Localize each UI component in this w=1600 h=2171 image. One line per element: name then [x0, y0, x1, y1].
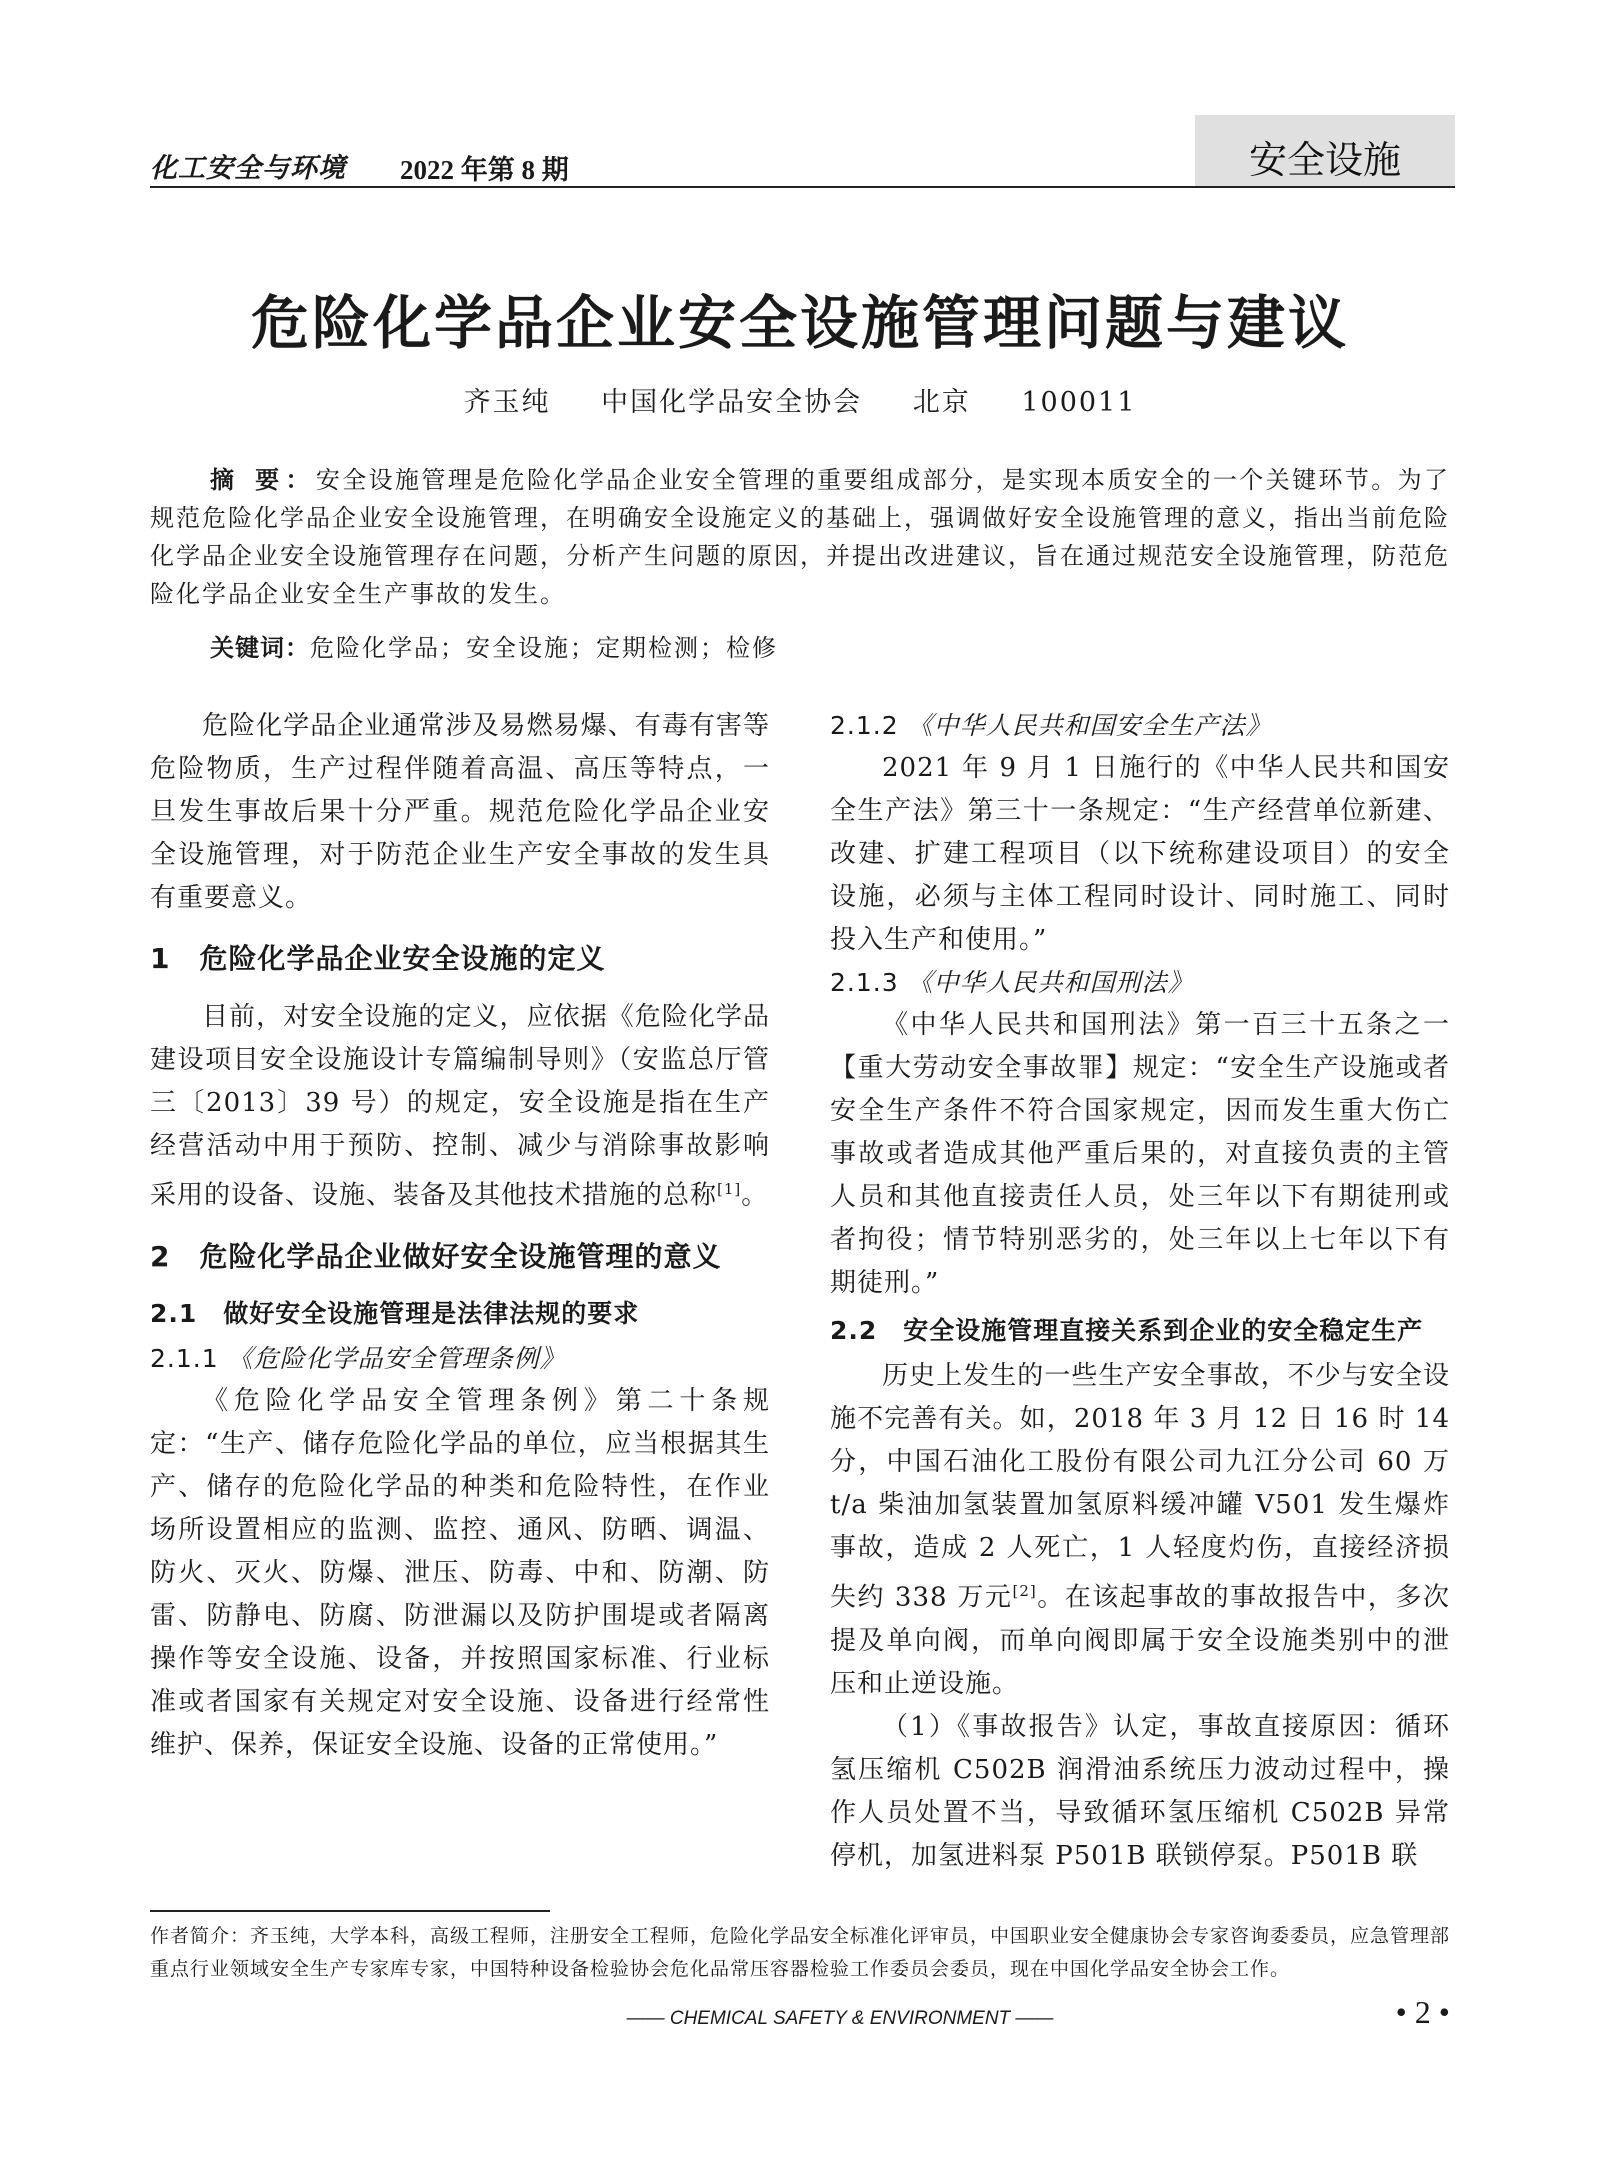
footnote-rule — [150, 1910, 550, 1912]
section-2-2-text-b: 。在该起事故的事故报告中，多次提及单向阀，而单向阀即属于安全设施类别中的泄压和止逆设施。 — [830, 1582, 1450, 1699]
section-2-1-3-title: 《中华人民共和国刑法》 — [907, 968, 1194, 997]
article-title: 危险化学品企业安全设施管理问题与建议 — [250, 289, 1349, 357]
page-number: • 2 • — [1395, 1994, 1450, 2030]
section-2-2-heading: 2.2 安全设施管理直接关系到企业的安全稳定生产 — [830, 1316, 1424, 1345]
section-2-1-3-heading — [830, 962, 1450, 1004]
keywords-text: 危险化学品；安全设施；定期检测；检修 — [310, 634, 778, 662]
header-rule — [150, 186, 1455, 188]
section-2-2-body — [830, 1355, 1450, 1706]
section-2-1-1-number: 2.1.1 — [150, 1343, 219, 1373]
issue-label: 2022 年第 8 期 — [400, 155, 569, 185]
author-name: 齐玉纯 — [463, 387, 551, 418]
author-org: 中国化学品安全协会 — [601, 387, 863, 418]
section-tab-label: 安全设施 — [1248, 138, 1401, 182]
abstract-text: 安全设施管理是危险化学品企业安全管理的重要组成部分，是实现本质安全的一个关键环节。为了规范危险化学品企业安全设施管理，在明确安全设施定义的基础上，强调做好安全设施管理的意义，指出当前危险化学品企业安全设施管理存在问题，分析产生问题的原因，并提出改进建议，旨在通过规范安全设施管理，防范危险化学品企业安全生产事故的发生。 — [150, 466, 1450, 608]
section-2-1-1-heading — [150, 1338, 770, 1380]
section-1-end: 。 — [741, 1180, 769, 1211]
author-city: 北京 — [912, 387, 971, 418]
abstract — [150, 461, 1450, 613]
section-2-2-item-1: （1）《事故报告》认定，事故直接原因：循环氢压缩机 C502B 润滑油系统压力波动过程中，操作人员处置不当，导致循环氢压缩机 C502B 异常停机，加氢进料泵 P501B 联锁停泵。P501B 联 — [830, 1711, 1450, 1871]
journal-name: 化工安全与环境 — [150, 153, 346, 184]
keywords-label: 关键词： — [210, 634, 310, 662]
right-column — [830, 705, 1450, 1878]
left-column — [150, 705, 770, 1767]
section-2-1-3-body: 《中华人民共和国刑法》第一百三十五条之一【重大劳动安全事故罪】规定：“安全生产设施或者安全生产条件不符合国家规定，因而发生重大伤亡事故或者造成其他严重后果的，对直接负责的主管人员和其他直接责任人员，处三年以下有期徒刑或者拘役；情节特别恶劣的，处三年以上七年以下有期徒刑。” — [830, 1010, 1450, 1298]
section-tab — [1195, 115, 1455, 188]
section-2-1-1-title: 《危险化学品安全管理条例》 — [227, 1343, 566, 1373]
section-1-body — [150, 996, 770, 1218]
section-2-2-text-a: 历史上发生的一些生产安全事故，不少与安全设施不完善有关。如，2018 年 3 月 12 日 16 时 14 分，中国石油化工股份有限公司九江分公司 60 万 t/a 柴油加氢装置加氢原料缓冲罐 V501 发生爆炸事故，造成 2 人死亡，1 人轻度灼伤，直接经济损失约 338 万元 — [830, 1361, 1450, 1613]
section-2-1-3-number: 2.1.3 — [830, 968, 899, 997]
citation-1: [1] — [717, 1180, 742, 1198]
section-1-heading: 1 危险化学品企业安全设施的定义 — [150, 942, 606, 975]
section-2-1-2-heading — [830, 705, 1450, 747]
citation-2: [2] — [1012, 1582, 1037, 1600]
abstract-label: 摘 要： — [210, 466, 316, 494]
keywords — [210, 628, 1450, 663]
author-line — [0, 380, 1600, 419]
author-footnote: 作者简介：齐玉纯，大学本科，高级工程师，注册安全工程师，危险化学品安全标准化评审员，中国职业安全健康协会专家咨询委委员，应急管理部重点行业领域安全生产专家库专家，中国特种设备检验协会危化品常压容器检验工作委员会委员，现在中国化学品安全协会工作。 — [150, 1925, 1451, 1980]
section-2-1-heading: 2.1 做好安全设施管理是法律法规的要求 — [150, 1298, 640, 1328]
author-postcode: 100011 — [1021, 387, 1137, 418]
section-2-1-2-number: 2.1.2 — [830, 711, 899, 740]
section-2-1-1-body: 《危险化学品安全管理条例》第二十条规定：“生产、储存危险化学品的单位，应当根据其生产、储存的危险化学品的种类和危险特性，在作业场所设置相应的监测、监控、通风、防晒、调温、防火、灭火、防爆、泄压、防毒、中和、防潮、防雷、防静电、防腐、防泄漏以及防护围堤或者隔离操作等安全设施、设备，并按照国家标准、行业标准或者国家有关规定对安全设施、设备进行经常性维护、保养，保证安全设施、设备的正常使用。” — [150, 1385, 770, 1760]
section-2-heading: 2 危险化学品企业做好安全设施管理的意义 — [150, 1239, 722, 1273]
section-2-1-2-title: 《中华人民共和国安全生产法》 — [907, 711, 1272, 740]
section-1-text: 目前，对安全设施的定义，应依据《危险化学品建设项目安全设施设计专篇编制导则》（安监总厅管三〔2013〕39 号）的规定，安全设施是指在生产经营活动中用于预防、控制、减少与消除事故影响采用的设备、设施、装备及其他技术措施的总称 — [150, 1002, 770, 1211]
running-footer-title: —— CHEMICAL SAFETY & ENVIRONMENT —— — [626, 2008, 1054, 2029]
section-2-1-2-body: 2021 年 9 月 1 日施行的《中华人民共和国安全生产法》第三十一条规定：“生产经营单位新建、改建、扩建工程项目（以下统称建设项目）的安全设施，必须与主体工程同时设计、同时施工、同时投入生产和使用。” — [830, 753, 1450, 955]
intro-paragraph: 危险化学品企业通常涉及易燃易爆、有毒有害等危险物质，生产过程伴随着高温、高压等特点，一旦发生事故后果十分严重。规范危险化学品企业安全设施管理，对于防范企业生产安全事故的发生具有重要意义。 — [150, 711, 770, 913]
